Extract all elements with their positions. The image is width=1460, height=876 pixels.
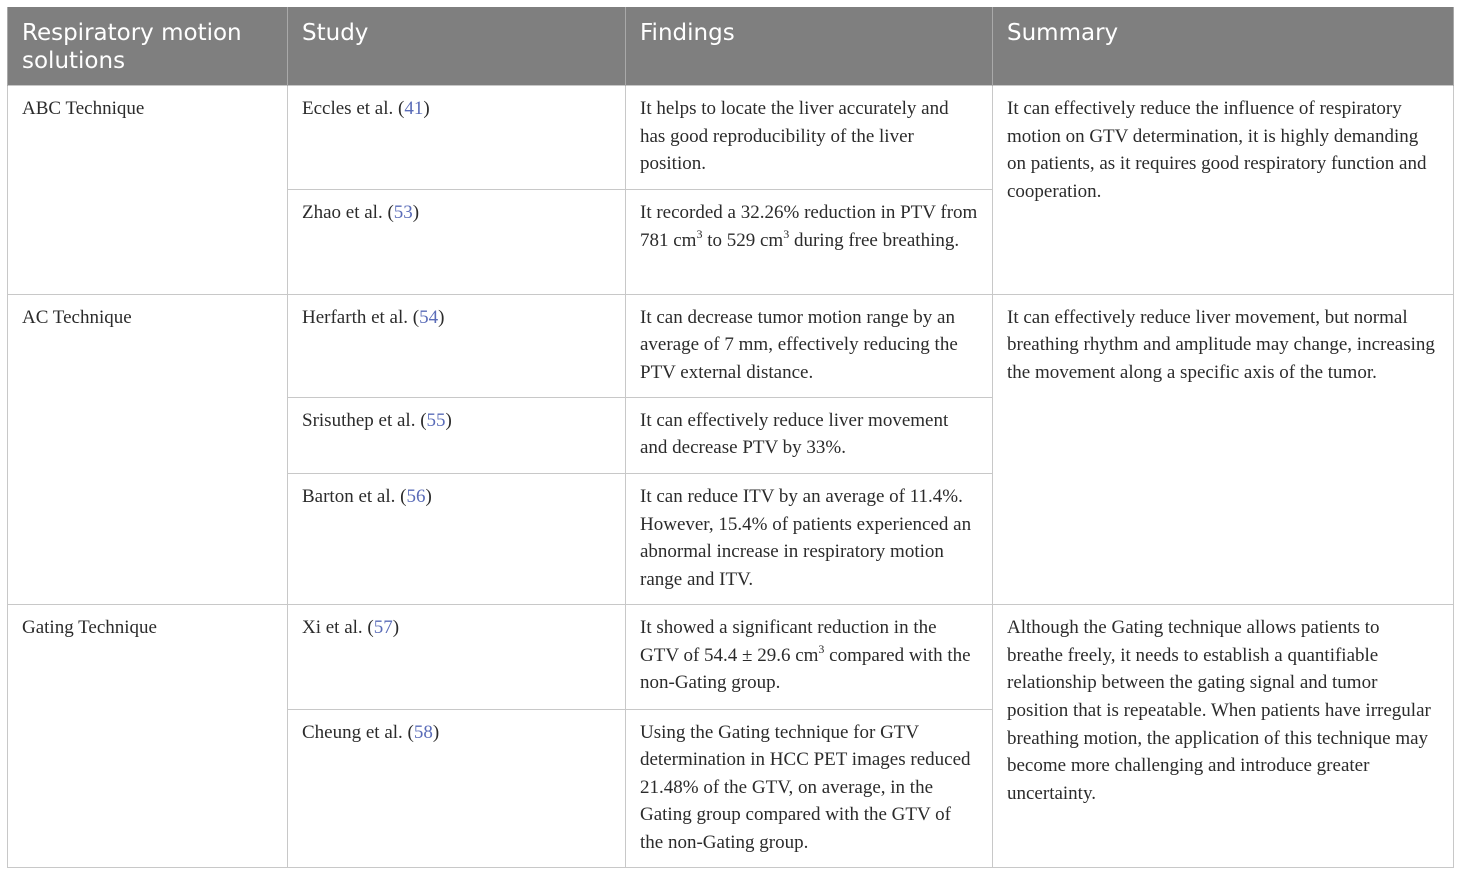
reference-link[interactable]: 55 bbox=[426, 409, 446, 431]
header-study: Study bbox=[288, 7, 626, 86]
study-cell: Xi et al. (57) bbox=[288, 605, 626, 709]
reference-link[interactable]: 41 bbox=[404, 98, 424, 119]
reference-link[interactable]: 54 bbox=[419, 306, 439, 328]
table-row bbox=[8, 294, 1454, 397]
technique-cell: ABC Technique bbox=[8, 86, 288, 295]
reference-link[interactable]: 57 bbox=[373, 617, 393, 639]
technique-cell: AC Technique bbox=[8, 294, 288, 605]
summary-cell: Although the Gating technique allows patients to breathe freely, it needs to establish a quantifiable relationship between the gating signal and tumor position that is repeatable. When patients have irregular breathing motion, the application of this technique may become more challenging and introduce greater uncertainty. bbox=[993, 605, 1454, 868]
header-row bbox=[8, 7, 1454, 86]
reference-link[interactable]: 53 bbox=[393, 202, 413, 224]
findings-cell: It helps to locate the liver accurately and has good reproducibility of the liver position. bbox=[626, 86, 993, 190]
findings-cell: It recorded a 32.26% reduction in PTV from 781 $cm^3$ to 529 $cm^3$ during free breathing. bbox=[626, 190, 993, 294]
summary-cell: It can effectively reduce the influence of respiratory motion on GTV determination, it is highly demanding on patients, as it requires good respiratory function and cooperation. bbox=[993, 86, 1454, 295]
reference-link[interactable]: 58 bbox=[413, 721, 433, 743]
findings-cell: It can effectively reduce liver movement and decrease PTV by 33%. bbox=[626, 397, 993, 473]
findings-cell: It can decrease tumor motion range by an average of 7 mm, effectively reducing the PTV external distance. bbox=[626, 294, 993, 397]
table-row bbox=[8, 605, 1454, 709]
header-summary: Summary bbox=[993, 7, 1454, 86]
findings-cell: It can reduce ITV by an average of 11.4%. However, 15.4% of patients experienced an abnormal increase in respiratory motion range and ITV. bbox=[626, 473, 993, 604]
findings-cell: Using the Gating technique for GTV determination in HCC PET images reduced 21.48% of the GTV, on average, in the Gating group compared with the GTV of the non-Gating group. bbox=[626, 709, 993, 867]
study-cell: Srisuthep et al. (55) bbox=[288, 397, 626, 473]
header-solutions: Respiratory motion solutions bbox=[8, 7, 288, 86]
respiratory-motion-table bbox=[7, 7, 1454, 868]
study-cell: Herfarth et al. (54) bbox=[288, 294, 626, 397]
table-row bbox=[8, 86, 1454, 190]
study-cell: Zhao et al. (53) bbox=[288, 190, 626, 294]
summary-cell: It can effectively reduce liver movement, but normal breathing rhythm and amplitude may change, increasing the movement along a specific axis of the tumor. bbox=[993, 294, 1454, 605]
study-cell: Eccles et al. (41) bbox=[288, 86, 626, 190]
findings-cell: It showed a significant reduction in the GTV of 54.4 ± 29.6 $cm^3$ compared with the non-Gating group. bbox=[626, 605, 993, 709]
reference-link[interactable]: 56 bbox=[406, 485, 426, 507]
header-findings: Findings bbox=[626, 7, 993, 86]
study-cell: Barton et al. (56) bbox=[288, 473, 626, 604]
technique-cell: Gating Technique bbox=[8, 605, 288, 868]
study-cell: Cheung et al. (58) bbox=[288, 709, 626, 867]
